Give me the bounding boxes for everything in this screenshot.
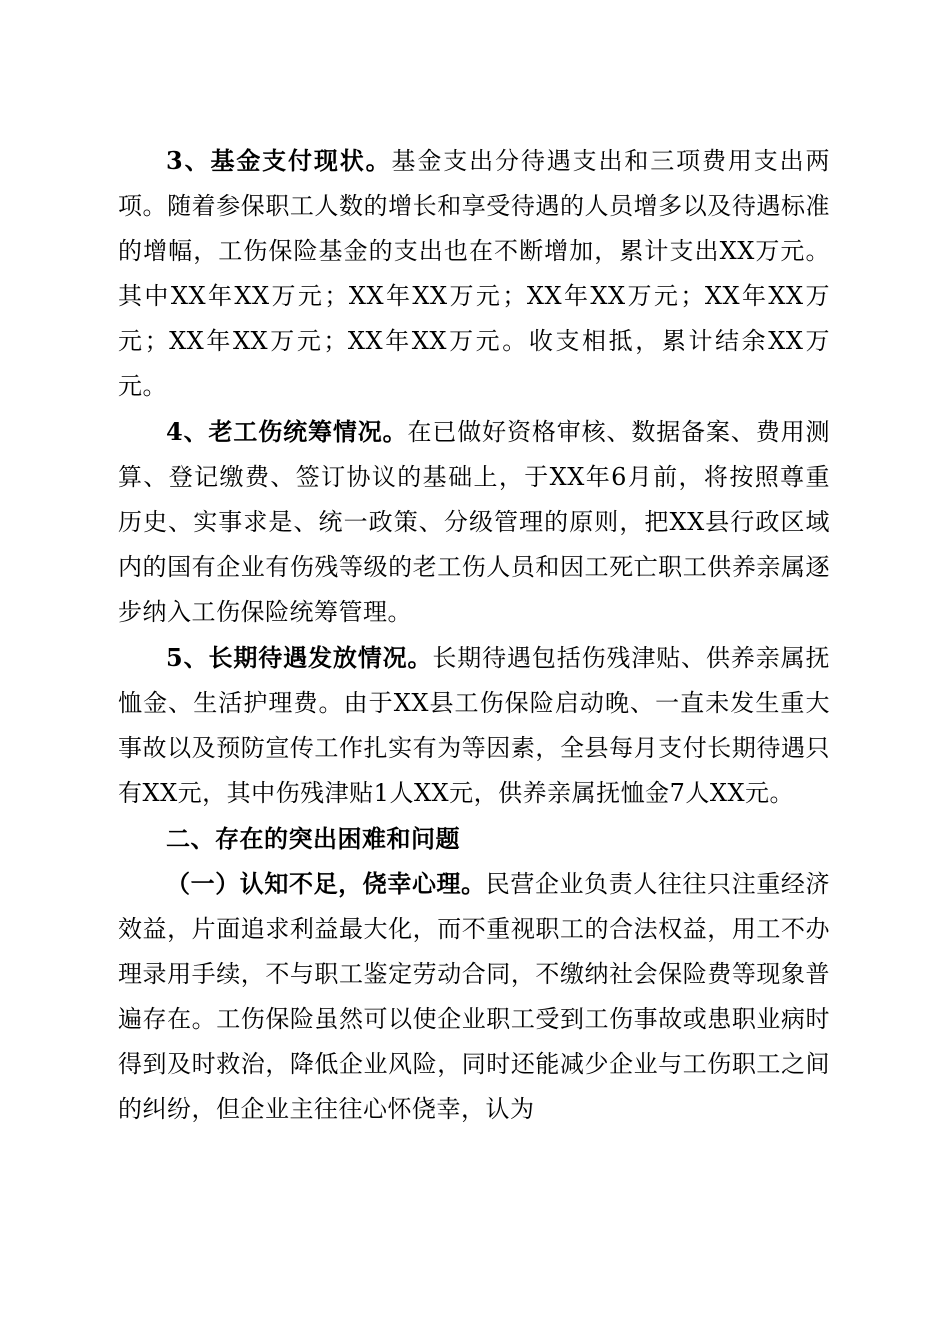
subsection-lead: （一）认知不足，侥幸心理。 [166,869,486,898]
document-page [118,138,830,1132]
paragraph-insufficient-awareness [118,861,830,1132]
paragraph-fund-payment [118,138,830,409]
paragraph-lead: 3、基金支付现状。 [166,146,392,175]
paragraph-body: 在已做好资格审核、数据备案、费用测算、登记缴费、签订协议的基础上，于XX年6月前，将按照尊重历史、实事求是、统一政策、分级管理的原则，把XX县行政区域内的国有企业有伤残等级的老工伤人员和因工死亡职工供养亲属逐步纳入工伤保险统筹管理。 [118,418,830,626]
paragraph-lead: 4、老工伤统筹情况。 [166,417,408,446]
paragraph-body: 长期待遇包括伤残津贴、供养亲属抚恤金、生活护理费。由于XX县工伤保险启动晚、一直未发生重大事故以及预防宣传工作扎实有为等因素，全县每月支付长期待遇只有XX元，其中伤残津贴1人XX元，供养亲属抚恤金7人XX元。 [118,644,830,807]
paragraph-long-term-benefits [118,635,830,816]
paragraph-old-injury-pooling [118,409,830,635]
paragraph-body: 基金支出分待遇支出和三项费用支出两项。随着参保职工人数的增长和享受待遇的人员增多以及待遇标准的增幅，工伤保险基金的支出也在不断增加，累计支出XX万元。其中XX年XX万元；XX年XX万元；XX年XX万元；XX年XX万元；XX年XX万元；XX年XX万元。收支相抵，累计结余XX万元。 [118,147,830,400]
paragraph-body: 民营企业负责人往往只注重经济效益，片面追求利益最大化，而不重视职工的合法权益，用工不办理录用手续，不与职工鉴定劳动合同，不缴纳社会保险费等现象普遍存在。工伤保险虽然可以使企业职工受到工伤事故或患职业病时得到及时救治，降低企业风险，同时还能减少企业与工伤职工之间的纠纷，但企业主往往心怀侥幸，认为 [118,870,830,1123]
paragraph-lead: 5、长期待遇发放情况。 [166,643,433,672]
section-heading: 二、存在的突出困难和问题 [166,824,460,853]
